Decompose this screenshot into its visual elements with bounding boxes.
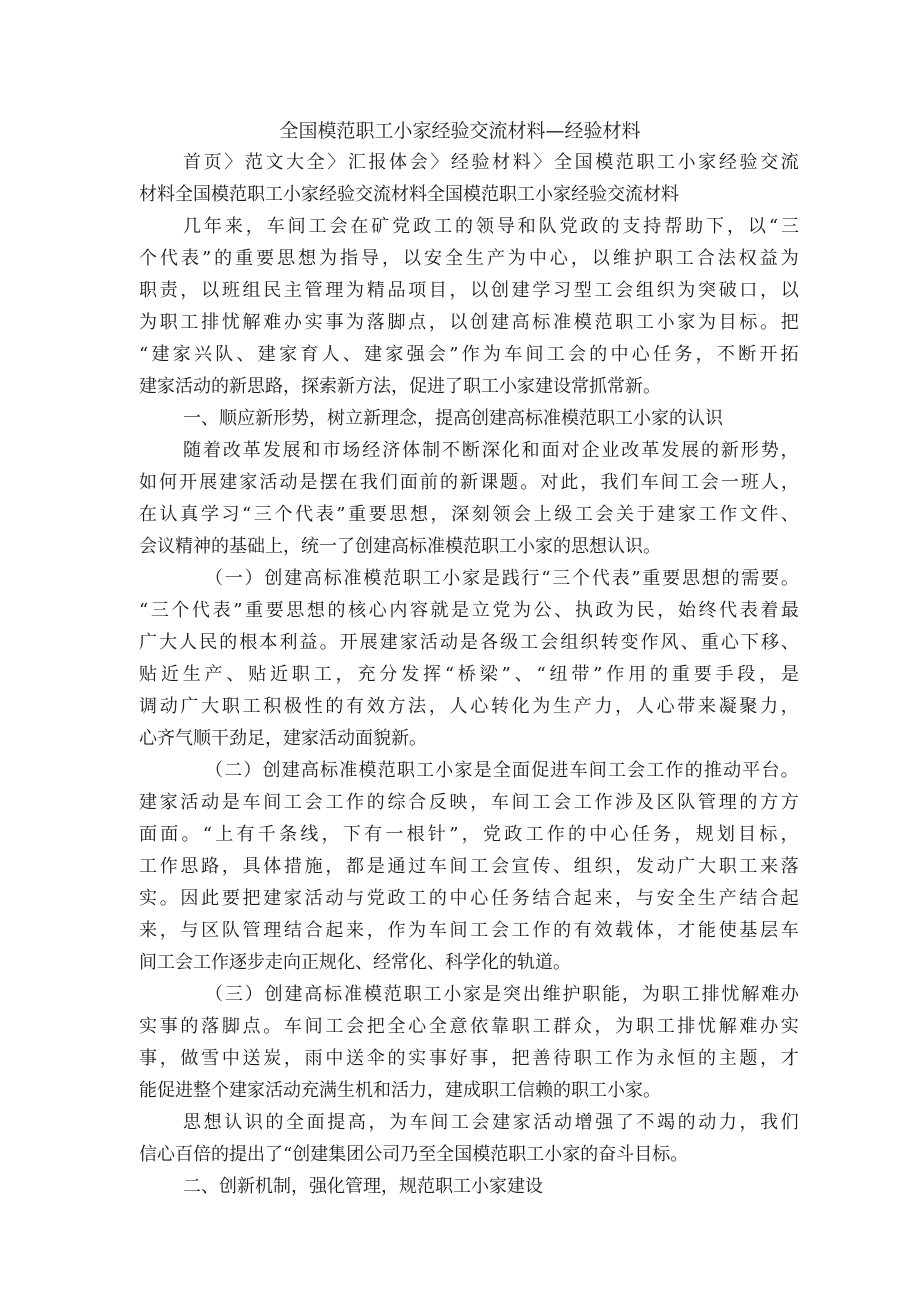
text-line: 建 家 活 动 是 车 间 工 会 工 作 的 综 合 反 映 ， 车 间 工 会 工 作 涉 及 区 队 管 理 的 方 方 <box>139 792 799 813</box>
text-line: 调 动 广 大 职 工 积 极 性 的 有 效 方 法 ， 人 心 转 化 为 生 产 力 ， 人 心 带 来 凝 聚 力 ， <box>139 696 799 717</box>
text-line: 个 代 表 ” 的 重 要 思 想 为 指 导 ， 以 安 全 生 产 为 中 心 ， 以 维 护 职 工 合 法 权 益 为 <box>139 248 799 269</box>
text-line: “ 三 个 代 表 ” 重 要 思 想 的 核 心 内 容 就 是 立 党 为 公 、 执 政 为 民 ， 始 终 代 表 着 最 <box>139 600 799 621</box>
text-line: 建 家 活 动 的 新 思 路 ， 探 索 新 方 法 ， 促 进 了 职 工 小 家 建 设 常 抓 常 新 。 <box>139 376 661 397</box>
text-line: （ 二 ） 创 建 高 标 准 模 范 职 工 小 家 是 全 面 促 进 车 间 工 会 工 作 的 推 动 平 台 。 <box>205 760 799 781</box>
text-line: 工 作 思 路 ， 具 体 措 施 ， 都 是 通 过 车 间 工 会 宣 传 、 组 织 ， 发 动 广 大 职 工 来 落 <box>139 856 799 877</box>
text-line: （ 一 ） 创 建 高 标 准 模 范 职 工 小 家 是 践 行 “ 三 个 代 表 ” 重 要 思 想 的 需 要 。 <box>205 568 799 589</box>
text-line: 面 面 。 “ 上 有 千 条 线 ， 下 有 一 根 针 ” ， 党 政 工 作 的 中 心 任 务 ， 规 划 目 标 ， <box>139 824 799 845</box>
text-line: “ 建 家 兴 队 、 建 家 育 人 、 建 家 强 会 ” 作 为 车 间 工 会 的 中 心 任 务 ， 不 断 开 拓 <box>139 344 799 365</box>
text-line: 信 心 百 倍 的 提 出 了 “ 创 建 集 团 公 司 乃 至 全 国 模 范 职 工 小 家 的 奋 斗 目 标 。 <box>139 1144 689 1165</box>
text-line: 实 。 因 此 要 把 建 家 活 动 与 党 政 工 的 中 心 任 务 结 合 起 来 ， 与 安 全 生 产 结 合 起 <box>139 888 799 909</box>
text-line: 首 页 〉 范 文 大 全 〉 汇 报 体 会 〉 经 验 材 料 〉 全 国 模 范 职 工 小 家 经 验 交 流 <box>183 152 799 173</box>
text-line: 几 年 来 ， 车 间 工 会 在 矿 党 政 工 的 领 导 和 队 党 政 的 支 持 帮 助 下 ， 以 “ 三 <box>183 216 799 237</box>
text-line: 来 ， 与 区 队 管 理 结 合 起 来 ， 作 为 车 间 工 会 工 作 的 有 效 载 体 ， 才 能 使 基 层 车 <box>139 920 799 941</box>
text-line: 事 ， 做 雪 中 送 炭 ， 雨 中 送 伞 的 实 事 好 事 ， 把 善 待 职 工 作 为 永 恒 的 主 题 ， 才 <box>139 1048 799 1069</box>
text-line: 间 工 会 工 作 逐 步 走 向 正 规 化 、 经 常 化 、 科 学 化 的 轨 道 。 <box>139 952 571 973</box>
text-line: 会 议 精 神 的 基 础 上 ， 统 一 了 创 建 高 标 准 模 范 职 工 小 家 的 思 想 认 识 。 <box>139 536 661 557</box>
text-line: 思 想 认 识 的 全 面 提 高 ， 为 车 间 工 会 建 家 活 动 增 强 了 不 竭 的 动 力 ， 我 们 <box>183 1112 799 1133</box>
text-line: 一 、 顺 应 新 形 势 ， 树 立 新 理 念 ， 提 高 创 建 高 标 准 模 范 职 工 小 家 的 认 识 <box>183 408 723 429</box>
text-line: （ 三 ） 创 建 高 标 准 模 范 职 工 小 家 是 突 出 维 护 职 能 ， 为 职 工 排 忧 解 难 办 <box>205 984 799 1005</box>
document-title: 全国模范职工小家经验交流材料—经验材料 <box>279 120 641 142</box>
text-line: 广 大 人 民 的 根 本 利 益 。 开 展 建 家 活 动 是 各 级 工 会 组 织 转 变 作 风 、 重 心 下 移 、 <box>139 632 799 653</box>
text-line: 如 何 开 展 建 家 活 动 是 摆 在 我 们 面 前 的 新 课 题 。 对 此 ， 我 们 车 间 工 会 一 班 人 ， <box>139 472 799 493</box>
text-line: 为 职 工 排 忧 解 难 办 实 事 为 落 脚 点 ， 以 创 建 高 标 准 模 范 职 工 小 家 为 目 标 。 把 <box>139 312 799 333</box>
text-line: 能 促 进 整 个 建 家 活 动 充 满 生 机 和 活 力 ， 建 成 职 工 信 赖 的 职 工 小 家 。 <box>139 1080 661 1101</box>
text-line: 职 责 ， 以 班 组 民 主 管 理 为 精 品 项 目 ， 以 创 建 学 习 型 工 会 组 织 为 突 破 口 ， 以 <box>139 280 799 301</box>
text-line: 心 齐 气 顺 干 劲 足 ， 建 家 活 动 面 貌 新 。 <box>139 728 427 749</box>
text-line: 材 料 全 国 模 范 职 工 小 家 经 验 交 流 材 料 全 国 模 范 职 工 小 家 经 验 交 流 材 料 <box>139 184 679 205</box>
text-line: 随 着 改 革 发 展 和 市 场 经 济 体 制 不 断 深 化 和 面 对 企 业 改 革 发 展 的 新 形 势 ， <box>183 440 799 461</box>
text-line: 在 认 真 学 习 “ 三 个 代 表 ” 重 要 思 想 ， 深 刻 领 会 上 级 工 会 关 于 建 家 工 作 文 件 、 <box>139 504 799 525</box>
document-body <box>139 147 799 1203</box>
text-line: 二 、 创 新 机 制 ， 强 化 管 理 ， 规 范 职 工 小 家 建 设 <box>183 1176 543 1197</box>
text-line: 贴 近 生 产 、 贴 近 职 工 ， 充 分 发 挥 “ 桥 梁 ” 、 “ 纽 带 ” 作 用 的 重 要 手 段 ， 是 <box>139 664 799 685</box>
text-line: 实 事 的 落 脚 点 。 车 间 工 会 把 全 心 全 意 依 靠 职 工 群 众 ， 为 职 工 排 忧 解 难 办 实 <box>139 1016 799 1037</box>
